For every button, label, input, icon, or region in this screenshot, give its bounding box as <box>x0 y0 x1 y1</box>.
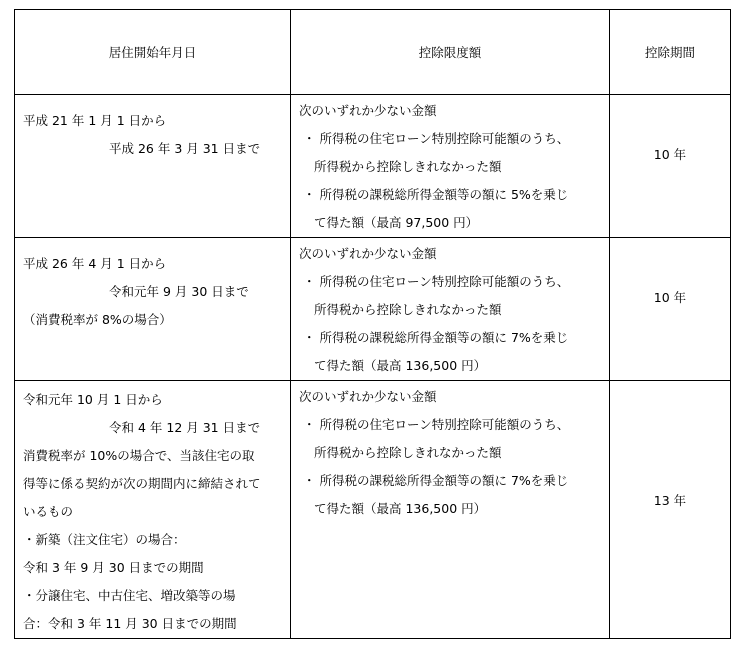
start-date-line: 平成 21 年 1 月 1 日から <box>23 113 167 128</box>
limit-bullet-cont: 所得税から控除しきれなかった額 <box>314 159 502 174</box>
end-date-line: 平成 26 年 3 月 31 日まで <box>109 141 261 156</box>
limit-bullet: ・ 所得税の課税総所得金額等の額に 7%を乗じ <box>303 473 569 488</box>
start-date-cell <box>15 381 291 639</box>
limit-bullet: ・ 所得税の住宅ローン特別控除可能額のうち、 <box>303 131 570 146</box>
limit-bullet: ・ 所得税の住宅ローン特別控除可能額のうち、 <box>303 417 570 432</box>
limit-cell <box>291 381 610 639</box>
table-row <box>15 95 731 238</box>
limit-lead: 次のいずれか少ない金額 <box>299 103 437 118</box>
table-row <box>15 238 731 381</box>
condition-line: 得等に係る契約が次の期間内に締結されて <box>23 476 261 491</box>
condition-line: ・分譲住宅、中古住宅、増改築等の場 <box>23 588 236 603</box>
start-date-line: 平成 26 年 4 月 1 日から <box>23 256 167 271</box>
condition-line: 消費税率が 10%の場合で、当該住宅の取 <box>23 448 255 463</box>
start-date-line: 令和元年 10 月 1 日から <box>23 392 163 407</box>
limit-lead: 次のいずれか少ない金額 <box>299 389 437 404</box>
period-cell <box>610 381 731 639</box>
limit-bullet: ・ 所得税の課税総所得金額等の額に 5%を乗じ <box>303 187 569 202</box>
end-date-line: 令和 4 年 12 月 31 日まで <box>109 420 261 435</box>
limit-bullet: ・ 所得税の住宅ローン特別控除可能額のうち、 <box>303 274 570 289</box>
period-value: 10 年 <box>653 147 687 162</box>
period-value: 13 年 <box>653 493 687 508</box>
condition-line: 合：令和 3 年 11 月 30 日までの期間 <box>23 616 237 631</box>
start-date-cell <box>15 95 291 238</box>
end-date-line: 令和元年 9 月 30 日まで <box>109 284 249 299</box>
header-period: 控除期間 <box>610 10 731 95</box>
limit-bullet-cont: 所得税から控除しきれなかった額 <box>314 302 502 317</box>
header-start-date: 居住開始年月日 <box>15 10 291 95</box>
condition-line: いるもの <box>23 504 74 519</box>
deduction-table <box>14 9 731 639</box>
limit-cell <box>291 238 610 381</box>
header-row <box>15 10 731 95</box>
limit-bullet-cont: 所得税から控除しきれなかった額 <box>314 445 502 460</box>
period-cell <box>610 238 731 381</box>
limit-cell <box>291 95 610 238</box>
tax-rate-note: （消費税率が 8%の場合） <box>23 312 172 327</box>
condition-line: 令和 3 年 9 月 30 日までの期間 <box>23 560 204 575</box>
condition-line: ・新築（注文住宅）の場合： <box>23 532 186 547</box>
start-date-cell <box>15 238 291 381</box>
header-limit: 控除限度額 <box>291 10 610 95</box>
limit-bullet-cont: て得た額（最高 97,500 円） <box>314 215 479 230</box>
period-value: 10 年 <box>653 290 687 305</box>
table-row <box>15 381 731 639</box>
limit-bullet-cont: て得た額（最高 136,500 円） <box>314 358 487 373</box>
limit-lead: 次のいずれか少ない金額 <box>299 246 437 261</box>
period-cell <box>610 95 731 238</box>
limit-bullet: ・ 所得税の課税総所得金額等の額に 7%を乗じ <box>303 330 569 345</box>
limit-bullet-cont: て得た額（最高 136,500 円） <box>314 501 487 516</box>
